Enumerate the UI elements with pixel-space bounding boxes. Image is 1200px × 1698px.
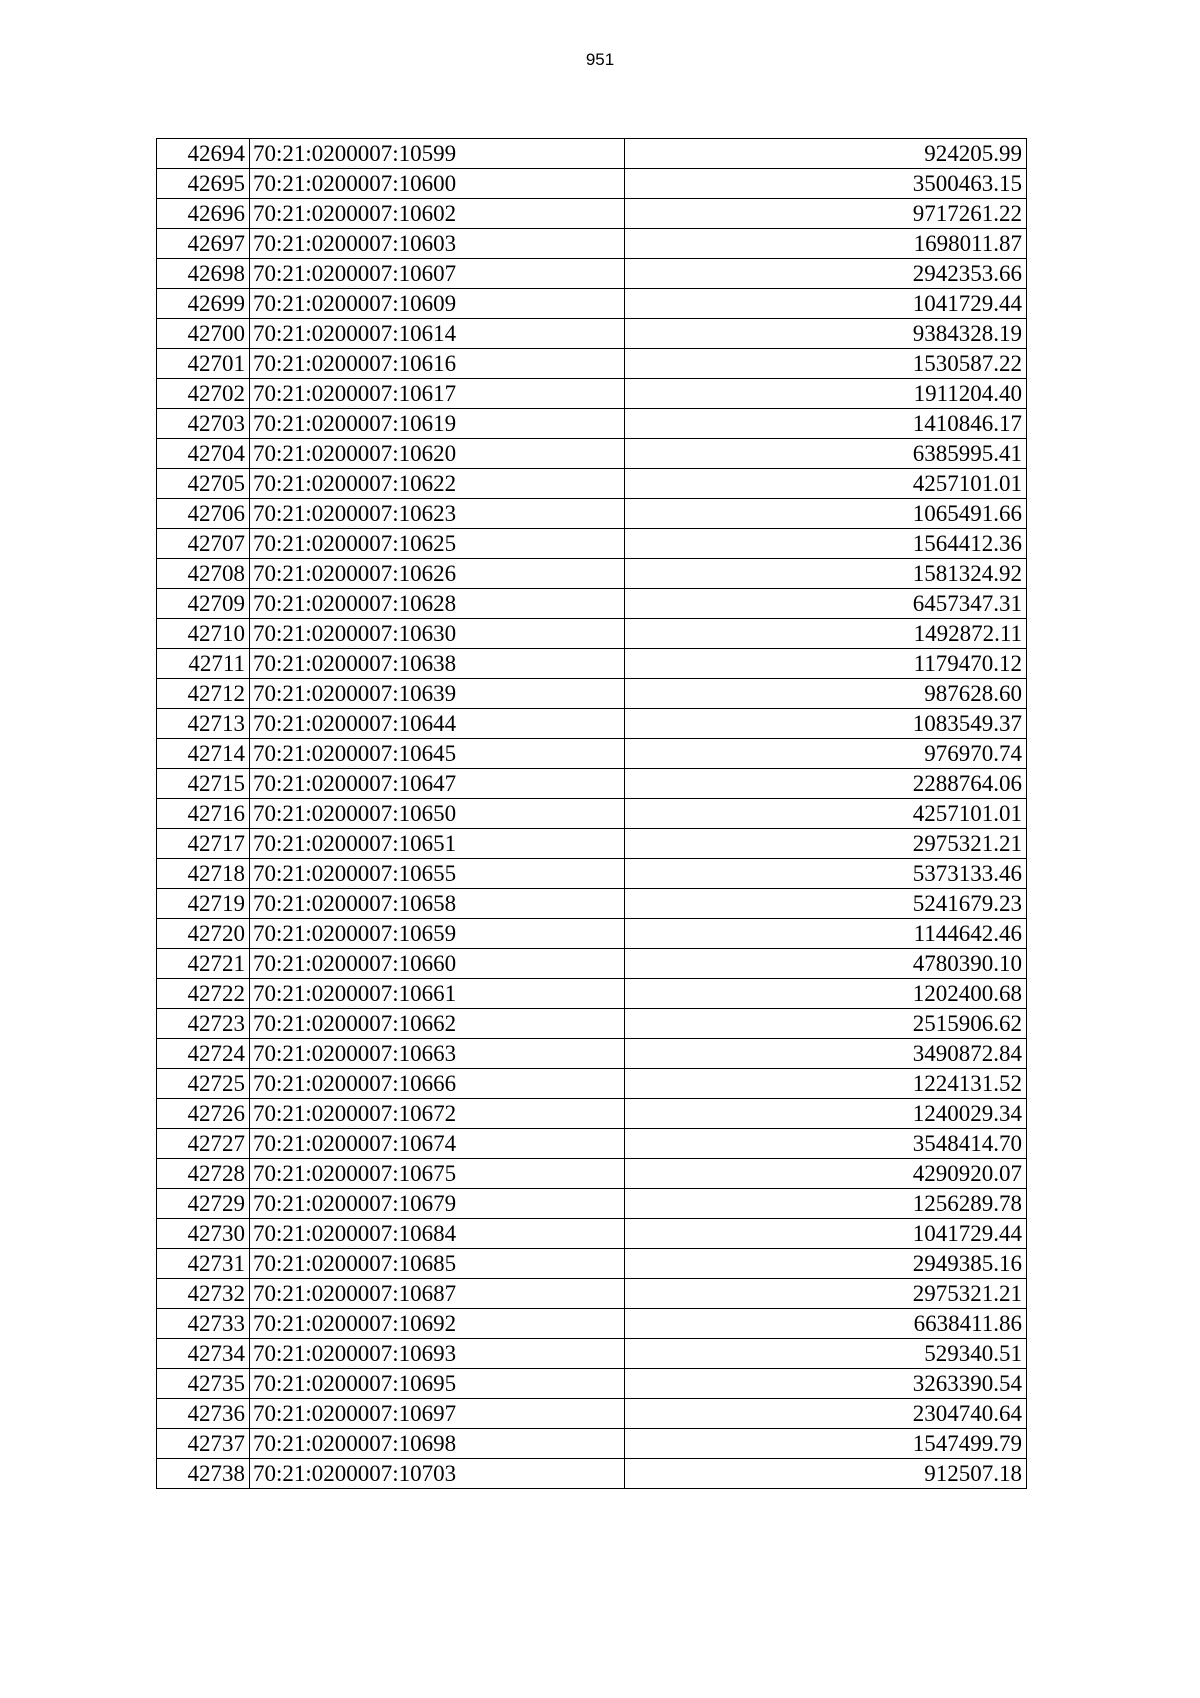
cadastral-number-cell: 70:21:0200007:10697 [250, 1399, 625, 1429]
cadastral-number-cell: 70:21:0200007:10661 [250, 979, 625, 1009]
cadastral-number-cell: 70:21:0200007:10647 [250, 769, 625, 799]
row-number-cell: 42717 [157, 829, 250, 859]
table-row [157, 1159, 1027, 1189]
value-cell: 1547499.79 [625, 1429, 1027, 1459]
table-row [157, 859, 1027, 889]
table-row [157, 259, 1027, 289]
row-number-cell: 42721 [157, 949, 250, 979]
table-row [157, 319, 1027, 349]
cadastral-table [156, 138, 1027, 1489]
cadastral-number-cell: 70:21:0200007:10650 [250, 799, 625, 829]
cadastral-number-cell: 70:21:0200007:10666 [250, 1069, 625, 1099]
value-cell: 1564412.36 [625, 529, 1027, 559]
value-cell: 3500463.15 [625, 169, 1027, 199]
row-number-cell: 42707 [157, 529, 250, 559]
cadastral-number-cell: 70:21:0200007:10695 [250, 1369, 625, 1399]
table-row [157, 619, 1027, 649]
cadastral-number-cell: 70:21:0200007:10693 [250, 1339, 625, 1369]
cadastral-number-cell: 70:21:0200007:10599 [250, 139, 625, 169]
cadastral-number-cell: 70:21:0200007:10644 [250, 709, 625, 739]
value-cell: 4290920.07 [625, 1159, 1027, 1189]
cadastral-number-cell: 70:21:0200007:10620 [250, 439, 625, 469]
row-number-cell: 42737 [157, 1429, 250, 1459]
table-row [157, 469, 1027, 499]
row-number-cell: 42708 [157, 559, 250, 589]
value-cell: 2288764.06 [625, 769, 1027, 799]
value-cell: 4257101.01 [625, 469, 1027, 499]
table-row [157, 439, 1027, 469]
table-row [157, 169, 1027, 199]
row-number-cell: 42702 [157, 379, 250, 409]
cadastral-number-cell: 70:21:0200007:10675 [250, 1159, 625, 1189]
cadastral-number-cell: 70:21:0200007:10617 [250, 379, 625, 409]
row-number-cell: 42715 [157, 769, 250, 799]
row-number-cell: 42731 [157, 1249, 250, 1279]
table-row [157, 529, 1027, 559]
cadastral-number-cell: 70:21:0200007:10645 [250, 739, 625, 769]
cadastral-number-cell: 70:21:0200007:10616 [250, 349, 625, 379]
cadastral-number-cell: 70:21:0200007:10623 [250, 499, 625, 529]
value-cell: 5373133.46 [625, 859, 1027, 889]
value-cell: 4780390.10 [625, 949, 1027, 979]
table-row [157, 199, 1027, 229]
cadastral-number-cell: 70:21:0200007:10662 [250, 1009, 625, 1039]
value-cell: 912507.18 [625, 1459, 1027, 1489]
value-cell: 9717261.22 [625, 199, 1027, 229]
row-number-cell: 42714 [157, 739, 250, 769]
table-row [157, 1429, 1027, 1459]
cadastral-number-cell: 70:21:0200007:10639 [250, 679, 625, 709]
cadastral-number-cell: 70:21:0200007:10630 [250, 619, 625, 649]
row-number-cell: 42720 [157, 919, 250, 949]
cadastral-number-cell: 70:21:0200007:10625 [250, 529, 625, 559]
cadastral-number-cell: 70:21:0200007:10609 [250, 289, 625, 319]
table-row [157, 709, 1027, 739]
value-cell: 1492872.11 [625, 619, 1027, 649]
table-row [157, 1249, 1027, 1279]
value-cell: 3548414.70 [625, 1129, 1027, 1159]
cadastral-number-cell: 70:21:0200007:10651 [250, 829, 625, 859]
value-cell: 6385995.41 [625, 439, 1027, 469]
value-cell: 2949385.16 [625, 1249, 1027, 1279]
value-cell: 5241679.23 [625, 889, 1027, 919]
row-number-cell: 42733 [157, 1309, 250, 1339]
cadastral-number-cell: 70:21:0200007:10614 [250, 319, 625, 349]
table-row [157, 1369, 1027, 1399]
value-cell: 1240029.34 [625, 1099, 1027, 1129]
row-number-cell: 42694 [157, 139, 250, 169]
table-row [157, 919, 1027, 949]
row-number-cell: 42736 [157, 1399, 250, 1429]
row-number-cell: 42730 [157, 1219, 250, 1249]
cadastral-number-cell: 70:21:0200007:10658 [250, 889, 625, 919]
cadastral-number-cell: 70:21:0200007:10619 [250, 409, 625, 439]
value-cell: 9384328.19 [625, 319, 1027, 349]
value-cell: 1144642.46 [625, 919, 1027, 949]
row-number-cell: 42722 [157, 979, 250, 1009]
value-cell: 1083549.37 [625, 709, 1027, 739]
table-row [157, 949, 1027, 979]
value-cell: 2515906.62 [625, 1009, 1027, 1039]
table-row [157, 739, 1027, 769]
table-row [157, 1459, 1027, 1489]
value-cell: 987628.60 [625, 679, 1027, 709]
table-row [157, 649, 1027, 679]
cadastral-number-cell: 70:21:0200007:10626 [250, 559, 625, 589]
row-number-cell: 42700 [157, 319, 250, 349]
value-cell: 924205.99 [625, 139, 1027, 169]
cadastral-number-cell: 70:21:0200007:10703 [250, 1459, 625, 1489]
row-number-cell: 42703 [157, 409, 250, 439]
cadastral-number-cell: 70:21:0200007:10660 [250, 949, 625, 979]
cadastral-number-cell: 70:21:0200007:10672 [250, 1099, 625, 1129]
cadastral-number-cell: 70:21:0200007:10655 [250, 859, 625, 889]
row-number-cell: 42705 [157, 469, 250, 499]
value-cell: 3490872.84 [625, 1039, 1027, 1069]
table-row [157, 799, 1027, 829]
row-number-cell: 42727 [157, 1129, 250, 1159]
cadastral-number-cell: 70:21:0200007:10638 [250, 649, 625, 679]
row-number-cell: 42734 [157, 1339, 250, 1369]
cadastral-number-cell: 70:21:0200007:10692 [250, 1309, 625, 1339]
value-cell: 1911204.40 [625, 379, 1027, 409]
cadastral-number-cell: 70:21:0200007:10663 [250, 1039, 625, 1069]
value-cell: 2975321.21 [625, 1279, 1027, 1309]
table-row [157, 139, 1027, 169]
row-number-cell: 42701 [157, 349, 250, 379]
cadastral-number-cell: 70:21:0200007:10622 [250, 469, 625, 499]
row-number-cell: 42738 [157, 1459, 250, 1489]
table-row [157, 409, 1027, 439]
table-row [157, 1279, 1027, 1309]
row-number-cell: 42732 [157, 1279, 250, 1309]
value-cell: 1202400.68 [625, 979, 1027, 1009]
cadastral-number-cell: 70:21:0200007:10698 [250, 1429, 625, 1459]
row-number-cell: 42695 [157, 169, 250, 199]
row-number-cell: 42698 [157, 259, 250, 289]
row-number-cell: 42713 [157, 709, 250, 739]
value-cell: 1698011.87 [625, 229, 1027, 259]
value-cell: 2942353.66 [625, 259, 1027, 289]
cadastral-number-cell: 70:21:0200007:10684 [250, 1219, 625, 1249]
cadastral-number-cell: 70:21:0200007:10679 [250, 1189, 625, 1219]
table-row [157, 379, 1027, 409]
row-number-cell: 42719 [157, 889, 250, 919]
value-cell: 2975321.21 [625, 829, 1027, 859]
value-cell: 1065491.66 [625, 499, 1027, 529]
table-row [157, 1219, 1027, 1249]
row-number-cell: 42712 [157, 679, 250, 709]
table-row [157, 1039, 1027, 1069]
row-number-cell: 42729 [157, 1189, 250, 1219]
table-row [157, 559, 1027, 589]
table-row [157, 1069, 1027, 1099]
row-number-cell: 42710 [157, 619, 250, 649]
table-row [157, 229, 1027, 259]
table-row [157, 679, 1027, 709]
row-number-cell: 42709 [157, 589, 250, 619]
value-cell: 1256289.78 [625, 1189, 1027, 1219]
page-number: 951 [585, 50, 615, 69]
table-row [157, 1189, 1027, 1219]
row-number-cell: 42704 [157, 439, 250, 469]
row-number-cell: 42724 [157, 1039, 250, 1069]
cadastral-number-cell: 70:21:0200007:10687 [250, 1279, 625, 1309]
cadastral-number-cell: 70:21:0200007:10628 [250, 589, 625, 619]
cadastral-number-cell: 70:21:0200007:10659 [250, 919, 625, 949]
table-row [157, 589, 1027, 619]
row-number-cell: 42718 [157, 859, 250, 889]
value-cell: 2304740.64 [625, 1399, 1027, 1429]
table-body [157, 139, 1027, 1489]
table-row [157, 499, 1027, 529]
cadastral-number-cell: 70:21:0200007:10600 [250, 169, 625, 199]
value-cell: 1581324.92 [625, 559, 1027, 589]
value-cell: 3263390.54 [625, 1369, 1027, 1399]
value-cell: 976970.74 [625, 739, 1027, 769]
row-number-cell: 42725 [157, 1069, 250, 1099]
value-cell: 6638411.86 [625, 1309, 1027, 1339]
row-number-cell: 42697 [157, 229, 250, 259]
table-row [157, 289, 1027, 319]
table-row [157, 1399, 1027, 1429]
row-number-cell: 42723 [157, 1009, 250, 1039]
value-cell: 6457347.31 [625, 589, 1027, 619]
row-number-cell: 42711 [157, 649, 250, 679]
value-cell: 1410846.17 [625, 409, 1027, 439]
value-cell: 529340.51 [625, 1339, 1027, 1369]
cadastral-number-cell: 70:21:0200007:10602 [250, 199, 625, 229]
row-number-cell: 42735 [157, 1369, 250, 1399]
table-row [157, 769, 1027, 799]
row-number-cell: 42696 [157, 199, 250, 229]
value-cell: 1224131.52 [625, 1069, 1027, 1099]
row-number-cell: 42728 [157, 1159, 250, 1189]
cadastral-table-container [156, 138, 1026, 1489]
table-row [157, 1339, 1027, 1369]
table-row [157, 349, 1027, 379]
table-row [157, 979, 1027, 1009]
table-row [157, 1099, 1027, 1129]
value-cell: 1041729.44 [625, 289, 1027, 319]
cadastral-number-cell: 70:21:0200007:10685 [250, 1249, 625, 1279]
table-row [157, 829, 1027, 859]
table-row [157, 1309, 1027, 1339]
value-cell: 1041729.44 [625, 1219, 1027, 1249]
cadastral-number-cell: 70:21:0200007:10674 [250, 1129, 625, 1159]
table-row [157, 1009, 1027, 1039]
cadastral-number-cell: 70:21:0200007:10607 [250, 259, 625, 289]
row-number-cell: 42716 [157, 799, 250, 829]
row-number-cell: 42726 [157, 1099, 250, 1129]
value-cell: 1179470.12 [625, 649, 1027, 679]
table-row [157, 889, 1027, 919]
value-cell: 4257101.01 [625, 799, 1027, 829]
table-row [157, 1129, 1027, 1159]
row-number-cell: 42706 [157, 499, 250, 529]
row-number-cell: 42699 [157, 289, 250, 319]
value-cell: 1530587.22 [625, 349, 1027, 379]
cadastral-number-cell: 70:21:0200007:10603 [250, 229, 625, 259]
